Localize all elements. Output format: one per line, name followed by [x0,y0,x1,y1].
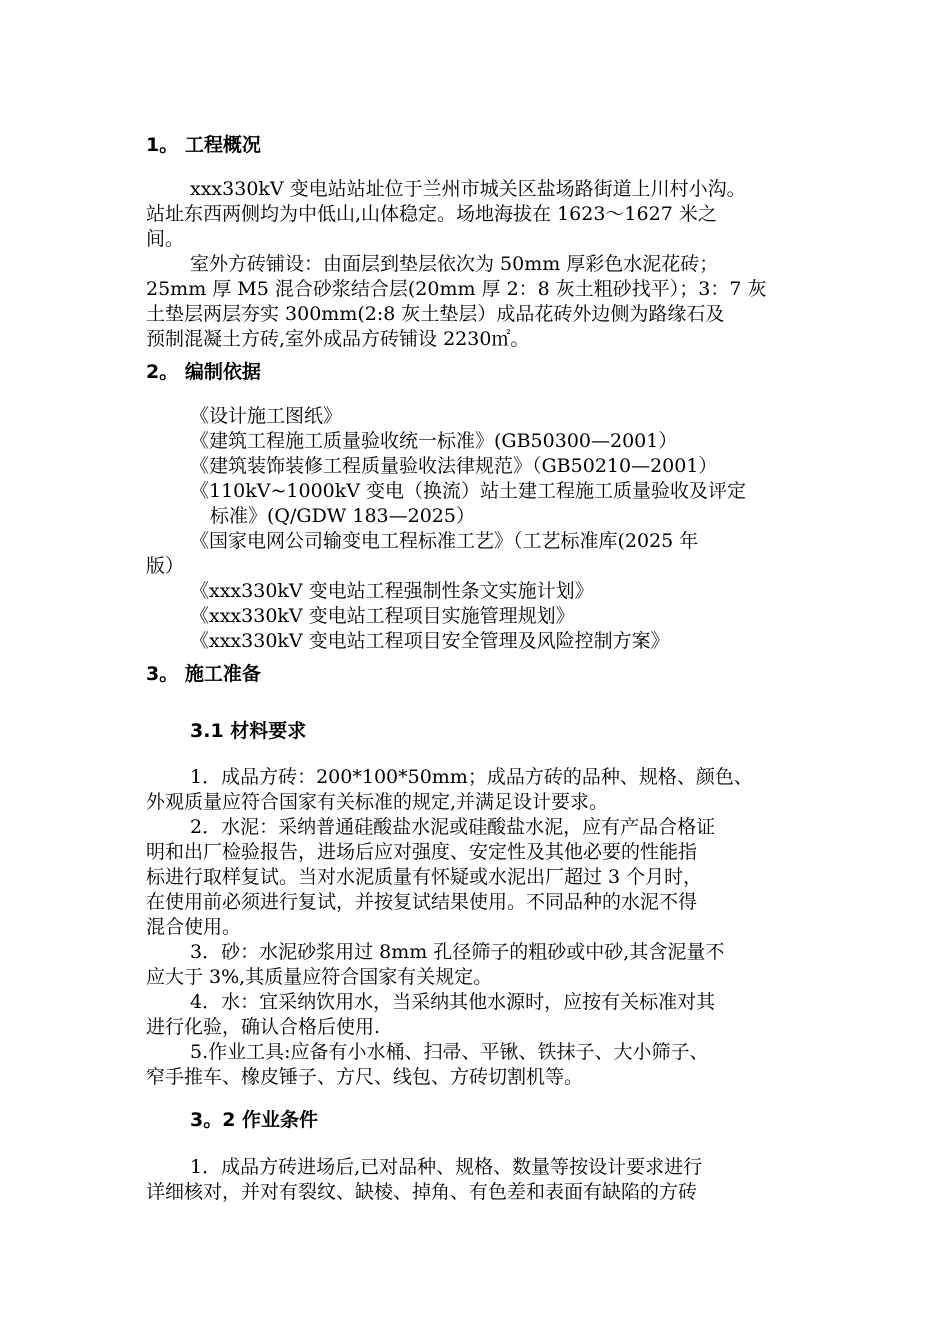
paragraph-line: 4．水：宜采纳饮用水，当采纳其他水源时，应按有关标准对其 [190,991,716,1013]
reference-item: 版） [146,555,185,577]
paragraph-line: 25mm 厚 M5 混合砂浆结合层(20mm 厚 2：8 灰土粗砂找平）；3：7 灰 [146,278,767,300]
section-heading-3: 3。 施工准备 [146,663,261,685]
reference-item: 《国家电网公司输变电工程标准工艺》（工艺标准库(2025 年 [190,530,699,552]
paragraph-line: 1．成品方砖进场后,已对品种、规格、数量等按设计要求进行 [190,1156,703,1178]
paragraph-line: 1．成品方砖：200*100*50mm；成品方砖的品种、规格、颜色、 [190,766,753,788]
section-heading-1: 1。 工程概况 [146,134,261,156]
paragraph-line: 5.作业工具:应备有小水桶、扫帚、平锹、铁抹子、大小筛子、 [190,1041,709,1063]
paragraph-line: 2．水泥：采纳普通硅酸盐水泥或硅酸盐水泥，应有产品合格证 [190,816,716,838]
reference-item: 《xxx330kV 变电站工程项目安全管理及风险控制方案》 [190,630,670,652]
reference-item: 《110kV~1000kV 变电（换流）站土建工程施工质量验收及评定 [190,480,747,502]
paragraph-line: 间。 [146,228,185,250]
reference-item: 《设计施工图纸》 [190,405,343,427]
paragraph-line: 明和出厂检验报告，进场后应对强度、安定性及其他必要的性能指 [146,841,698,863]
reference-item: 《xxx330kV 变电站工程强制性条文实施计划》 [190,580,594,602]
paragraph-line: 预制混凝土方砖,室外成品方砖铺设 2230㎡。 [146,328,530,350]
paragraph-line: 应大于 3%,其质量应符合国家有关规定。 [146,966,493,988]
section-heading-2: 2。 编制依据 [146,361,261,383]
paragraph-line: 土垫层两层夯实 300mm(2:8 灰土垫层）成品花砖外边侧为路缘石及 [146,303,725,325]
paragraph-line: 室外方砖铺设：由面层到垫层依次为 50mm 厚彩色水泥花砖； [190,253,719,275]
paragraph-line: 进行化验，确认合格后使用. [146,1016,381,1038]
paragraph-line: 窄手推车、橡皮锤子、方尺、线包、方砖切割机等。 [146,1066,584,1088]
paragraph-line: 混合使用。 [146,916,242,938]
paragraph-line: 详细核对，并对有裂纹、缺棱、掉角、有色差和表面有缺陷的方砖 [146,1181,698,1203]
paragraph-line: xxx330kV 变电站站址位于兰州市城关区盐场路街道上川村小沟。 [190,178,746,200]
reference-item: 标准》(Q/GDW 183—2025） [210,505,475,527]
reference-item: 《建筑装饰装修工程质量验收法律规范》（GB50210—2001） [190,455,718,477]
subsection-heading-3-2: 3。2 作业条件 [190,1109,319,1131]
paragraph-line: 外观质量应符合国家有关标准的规定,并满足设计要求。 [146,791,609,813]
paragraph-line: 在使用前必须进行复试，并按复试结果使用。不同品种的水泥不得 [146,891,698,913]
reference-item: 《建筑工程施工质量验收统一标准》(GB50300—2001） [190,430,678,452]
paragraph-line: 站址东西两侧均为中低山,山体稳定。场地海拔在 1623～1627 米之 [146,203,717,225]
reference-item: 《xxx330kV 变电站工程项目实施管理规划》 [190,605,575,627]
paragraph-line: 3．砂：水泥砂浆用过 8mm 孔径筛子的粗砂或中砂,其含泥量不 [190,941,725,963]
paragraph-line: 标进行取样复试。当对水泥质量有怀疑或水泥出厂超过 3 个月时， [146,866,703,888]
subsection-heading-3-1: 3.1 材料要求 [190,720,307,742]
